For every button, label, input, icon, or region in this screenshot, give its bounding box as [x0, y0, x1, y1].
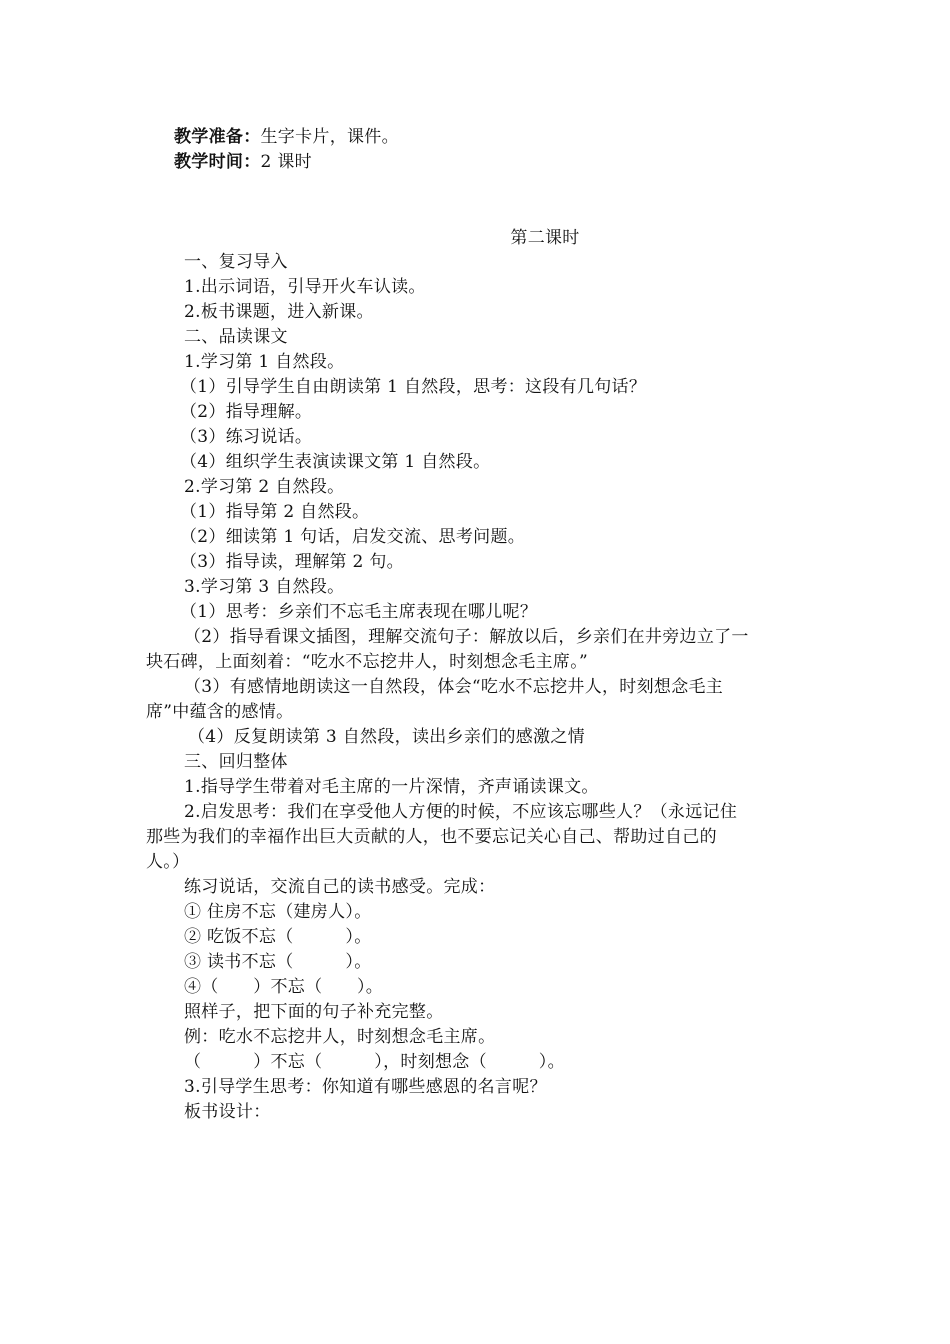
step-item: 3.引导学生思考：你知道有哪些感恩的名言呢？	[184, 1077, 547, 1097]
sub-step-continuation: 块石碑，上面刻着：“吃水不忘挖井人，时刻想念毛主席。”	[146, 652, 588, 672]
step-item: 2.学习第 2 自然段。	[184, 477, 345, 497]
step-item: 2.启发思考：我们在享受他人方便的时候，不应该忘哪些人？（永远记住	[184, 802, 738, 822]
section-heading: 二、品读课文	[184, 327, 288, 347]
sub-step-item: （1）引导学生自由朗读第 1 自然段，思考：这段有几句话？	[180, 377, 647, 397]
teaching-time-label: 教学时间：	[174, 152, 261, 172]
section-heading: 一、复习导入	[184, 252, 288, 272]
teaching-prep-line	[174, 125, 399, 150]
step-item: 2.板书课题，进入新课。	[184, 302, 374, 322]
sub-step-continuation: 席”中蕴含的感情。	[146, 702, 294, 722]
step-item: 3.学习第 3 自然段。	[184, 577, 345, 597]
step-continuation: 那些为我们的幸福作出巨大贡献的人，也不要忘记关心自己、帮助过自己的	[146, 827, 717, 847]
fill-in-sentence: （ ）不忘（ ），时刻想念（ ）。	[184, 1052, 565, 1072]
exercise-item: ④（ ）不忘（ ）。	[184, 977, 384, 997]
sub-step-item: （3）有感情地朗读这一自然段，体会“吃水不忘挖井人，时刻想念毛主	[184, 677, 724, 697]
example-sentence: 例：吃水不忘挖井人，时刻想念毛主席。	[184, 1027, 496, 1047]
step-item: 1.学习第 1 自然段。	[184, 352, 345, 372]
teaching-prep-value: 生字卡片，课件。	[260, 127, 399, 147]
sub-step-item: （4）反复朗读第 3 自然段，读出乡亲们的感激之情	[188, 727, 585, 747]
sub-step-item: （2）指导理解。	[180, 402, 313, 422]
step-item: 1.指导学生带着对毛主席的一片深情，齐声诵读课文。	[184, 777, 599, 797]
sub-step-item: （1）指导第 2 自然段。	[180, 502, 370, 522]
lesson-title: 第二课时	[510, 228, 580, 248]
sub-step-item: （1）思考：乡亲们不忘毛主席表现在哪儿呢？	[180, 602, 538, 622]
exercise-item: ② 吃饭不忘（ ）。	[184, 927, 372, 947]
exercise-item: ③ 读书不忘（ ）。	[184, 952, 372, 972]
board-design-label: 板书设计：	[184, 1102, 271, 1122]
exercise-item: ① 住房不忘（建房人）。	[184, 902, 372, 922]
teaching-time-value: 2 课时	[260, 152, 312, 172]
section-heading: 三、回归整体	[184, 752, 288, 772]
step-item: 1.出示词语，引导开火车认读。	[184, 277, 426, 297]
step-continuation: 人。）	[146, 852, 190, 872]
teaching-time-line	[174, 150, 312, 175]
sub-step-item: （2）指导看课文插图，理解交流句子：解放以后，乡亲们在井旁边立了一	[184, 627, 749, 647]
teaching-prep-label: 教学准备：	[174, 127, 261, 147]
sub-step-item: （3）练习说话。	[180, 427, 313, 447]
exercise-intro: 练习说话，交流自己的读书感受。完成：	[184, 877, 496, 897]
exercise-intro: 照样子，把下面的句子补充完整。	[184, 1002, 444, 1022]
sub-step-item: （3）指导读，理解第 2 句。	[180, 552, 404, 572]
sub-step-item: （4）组织学生表演读课文第 1 自然段。	[180, 452, 491, 472]
sub-step-item: （2）细读第 1 句话，启发交流、思考问题。	[180, 527, 526, 547]
